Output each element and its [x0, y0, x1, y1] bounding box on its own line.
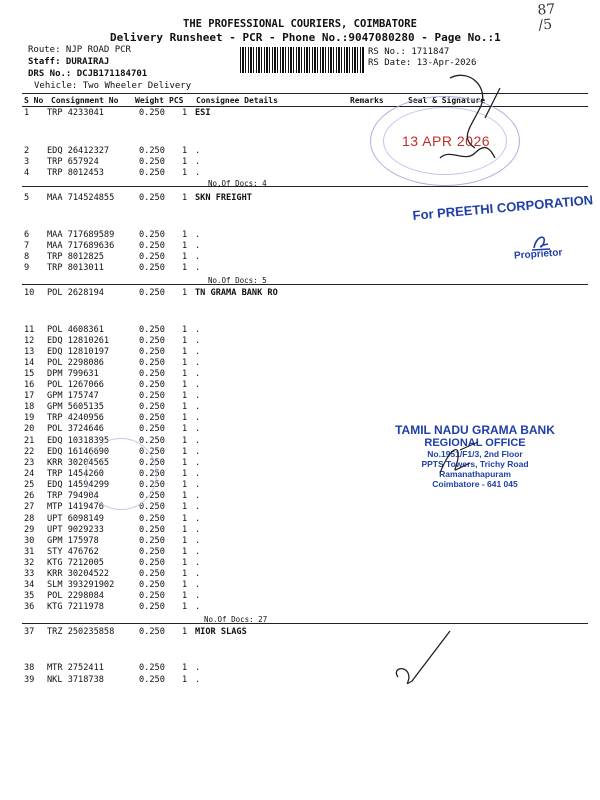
table-row: [0, 288, 600, 299]
group-rule: [22, 623, 588, 624]
row-sno: 9: [24, 263, 30, 273]
col-remarks: Remarks: [350, 96, 384, 105]
row-pcs: 1: [182, 288, 188, 298]
table-row: [0, 347, 600, 358]
row-sno: 38: [24, 663, 35, 673]
row-consignment: GPM 5605135: [47, 402, 104, 412]
bottom-signature: [390, 625, 460, 695]
row-sno: 8: [24, 252, 30, 262]
row-weight: 0.250: [139, 336, 165, 346]
row-sno: 28: [24, 514, 35, 524]
row-details: .: [195, 663, 201, 673]
row-consignment: KTG 7211978: [47, 602, 104, 612]
row-sno: 18: [24, 402, 35, 412]
row-weight: 0.250: [139, 391, 165, 401]
round-seal-stamp: [85, 438, 157, 510]
row-details: .: [195, 502, 201, 512]
row-sno: 15: [24, 369, 35, 379]
row-consignment: POL 1267066: [47, 380, 104, 390]
row-consignment: STY 476762: [47, 547, 99, 557]
row-consignment: KRR 30204522: [47, 569, 110, 579]
table-row: [0, 325, 600, 336]
row-details: .: [195, 230, 201, 240]
row-weight: 0.250: [139, 168, 165, 178]
barcode-image: [240, 47, 364, 73]
row-weight: 0.250: [139, 230, 165, 240]
row-consignment: UPT 9029233: [47, 525, 104, 535]
table-row: [0, 241, 600, 252]
row-details: .: [195, 157, 201, 167]
row-details: .: [195, 252, 201, 262]
row-pcs: 1: [182, 157, 188, 167]
row-details: MIOR SLAGS: [195, 627, 247, 637]
row-details: .: [195, 325, 201, 335]
row-pcs: 1: [182, 627, 188, 637]
row-details: .: [195, 436, 201, 446]
row-pcs: 1: [182, 675, 188, 685]
table-row: [0, 627, 600, 638]
row-sno: 5: [24, 193, 30, 203]
row-weight: 0.250: [139, 569, 165, 579]
table-row: [0, 547, 600, 558]
row-details: .: [195, 358, 201, 368]
row-weight: 0.250: [139, 547, 165, 557]
row-weight: 0.250: [139, 108, 165, 118]
table-row: [0, 230, 600, 241]
row-details: .: [195, 580, 201, 590]
group-rule: [22, 186, 588, 187]
row-sno: 2: [24, 146, 30, 156]
row-pcs: 1: [182, 380, 188, 390]
row-sno: 36: [24, 602, 35, 612]
row-pcs: 1: [182, 458, 188, 468]
row-weight: 0.250: [139, 369, 165, 379]
row-details: TN GRAMA BANK RO: [195, 288, 278, 298]
row-consignment: MAA 717689589: [47, 230, 115, 240]
row-details: .: [195, 146, 201, 156]
row-details: .: [195, 241, 201, 251]
row-sno: 10: [24, 288, 35, 298]
row-sno: 17: [24, 391, 35, 401]
staff-label: Staff: DURAIRAJ: [28, 57, 110, 67]
row-consignment: KTG 7212005: [47, 558, 104, 568]
row-consignment: POL 2628194: [47, 288, 104, 298]
row-sno: 27: [24, 502, 35, 512]
row-weight: 0.250: [139, 413, 165, 423]
row-consignment: POL 2298084: [47, 591, 104, 601]
row-details: .: [195, 591, 201, 601]
table-row: [0, 502, 600, 513]
signature-scribble: [430, 48, 510, 178]
row-sno: 39: [24, 675, 35, 685]
row-weight: 0.250: [139, 358, 165, 368]
row-pcs: 1: [182, 230, 188, 240]
row-details: .: [195, 480, 201, 490]
row-details: ESI: [195, 108, 211, 118]
col-weight: Weight: [135, 96, 164, 105]
table-row: [0, 591, 600, 602]
row-consignment: UPT 6098149: [47, 514, 104, 524]
row-pcs: 1: [182, 602, 188, 612]
drs-number: DRS No.: DCJB171184701: [28, 69, 148, 79]
row-pcs: 1: [182, 391, 188, 401]
row-pcs: 1: [182, 502, 188, 512]
row-weight: 0.250: [139, 263, 165, 273]
row-details: .: [195, 347, 201, 357]
row-weight: 0.250: [139, 502, 165, 512]
row-pcs: 1: [182, 480, 188, 490]
table-row: [0, 336, 600, 347]
row-pcs: 1: [182, 447, 188, 457]
row-pcs: 1: [182, 358, 188, 368]
row-pcs: 1: [182, 146, 188, 156]
group-doc-count: No.Of Docs: 4: [208, 179, 267, 188]
row-pcs: 1: [182, 569, 188, 579]
corner-note: 87 /5: [536, 1, 556, 34]
row-consignment: TRP 8012453: [47, 168, 104, 178]
row-weight: 0.250: [139, 558, 165, 568]
row-consignment: TRP 4240956: [47, 413, 104, 423]
row-pcs: 1: [182, 325, 188, 335]
row-pcs: 1: [182, 558, 188, 568]
row-sno: 14: [24, 358, 35, 368]
group-rule: [22, 284, 588, 285]
row-consignment: POL 2298086: [47, 358, 104, 368]
table-row: [0, 580, 600, 591]
row-sno: 13: [24, 347, 35, 357]
row-pcs: 1: [182, 252, 188, 262]
row-pcs: 1: [182, 469, 188, 479]
table-row: [0, 391, 600, 402]
row-weight: 0.250: [139, 325, 165, 335]
row-pcs: 1: [182, 525, 188, 535]
row-sno: 35: [24, 591, 35, 601]
row-details: .: [195, 402, 201, 412]
row-pcs: 1: [182, 108, 188, 118]
table-row: [0, 358, 600, 369]
row-weight: 0.250: [139, 525, 165, 535]
row-sno: 33: [24, 569, 35, 579]
row-weight: 0.250: [139, 491, 165, 501]
row-consignment: POL 4608361: [47, 325, 104, 335]
corp-stamp: For PREETHI CORPORATION: [412, 192, 594, 223]
row-weight: 0.250: [139, 380, 165, 390]
row-details: .: [195, 514, 201, 524]
row-details: SKN FREIGHT: [195, 193, 252, 203]
table-row: [0, 252, 600, 263]
table-row: [0, 663, 600, 674]
row-details: .: [195, 525, 201, 535]
row-consignment: DPM 799631: [47, 369, 99, 379]
row-consignment: TRP 1454260: [47, 469, 104, 479]
row-weight: 0.250: [139, 469, 165, 479]
col-seal: Seal & Signature: [408, 96, 486, 105]
row-consignment: TRP 794904: [47, 491, 99, 501]
col-sno: S No: [24, 96, 44, 105]
row-sno: 31: [24, 547, 35, 557]
row-details: .: [195, 413, 201, 423]
row-consignment: TRP 4233041: [47, 108, 104, 118]
row-consignment: TRZ 250235858: [47, 627, 115, 637]
row-weight: 0.250: [139, 663, 165, 673]
row-consignment: MTR 2752411: [47, 663, 104, 673]
bank-addr3: Ramanathapuram: [439, 469, 511, 479]
rs-date: RS Date: 13-Apr-2026: [368, 58, 477, 68]
row-weight: 0.250: [139, 288, 165, 298]
route-label: Route: NJP ROAD PCR: [28, 45, 131, 55]
row-pcs: 1: [182, 436, 188, 446]
row-consignment: EDQ 16146690: [47, 447, 110, 457]
group-doc-count: No.Of Docs: 5: [208, 276, 267, 285]
row-sno: 19: [24, 413, 35, 423]
row-pcs: 1: [182, 402, 188, 412]
row-details: .: [195, 469, 201, 479]
row-weight: 0.250: [139, 627, 165, 637]
bank-office: REGIONAL OFFICE: [424, 437, 526, 449]
row-consignment: NKL 3718738: [47, 675, 104, 685]
row-consignment: EDQ 12810261: [47, 336, 110, 346]
col-pcs: PCS: [169, 96, 184, 105]
row-details: .: [195, 168, 201, 178]
row-details: .: [195, 369, 201, 379]
row-pcs: 1: [182, 591, 188, 601]
row-details: .: [195, 391, 201, 401]
row-consignment: GPM 175978: [47, 536, 99, 546]
row-consignment: GPM 175747: [47, 391, 99, 401]
row-sno: 1: [24, 108, 30, 118]
row-weight: 0.250: [139, 424, 165, 434]
row-sno: 32: [24, 558, 35, 568]
row-details: .: [195, 536, 201, 546]
row-pcs: 1: [182, 536, 188, 546]
group-doc-count: No.Of Docs: 27: [204, 615, 268, 624]
row-details: .: [195, 380, 201, 390]
row-sno: 26: [24, 491, 35, 501]
row-consignment: EDQ 14594299: [47, 480, 110, 490]
row-weight: 0.250: [139, 536, 165, 546]
row-pcs: 1: [182, 514, 188, 524]
table-row: [0, 536, 600, 547]
row-sno: 30: [24, 536, 35, 546]
table-row: [0, 514, 600, 525]
row-weight: 0.250: [139, 514, 165, 524]
bank-addr1: No.1951/F1/3, 2nd Floor: [427, 449, 523, 459]
col-details: Consignee Details: [196, 96, 278, 105]
table-row: [0, 369, 600, 380]
row-consignment: TRP 657924: [47, 157, 99, 167]
row-weight: 0.250: [139, 347, 165, 357]
table-row: [0, 525, 600, 536]
row-weight: 0.250: [139, 157, 165, 167]
row-consignment: POL 3724646: [47, 424, 104, 434]
row-sno: 20: [24, 424, 35, 434]
table-row: [0, 380, 600, 391]
row-sno: 12: [24, 336, 35, 346]
row-consignment: TRP 8012825: [47, 252, 104, 262]
row-pcs: 1: [182, 491, 188, 501]
vehicle-label: Vehicle: Two Wheeler Delivery: [34, 81, 192, 91]
row-weight: 0.250: [139, 458, 165, 468]
row-details: .: [195, 263, 201, 273]
row-weight: 0.250: [139, 602, 165, 612]
row-sno: 21: [24, 436, 35, 446]
row-sno: 34: [24, 580, 35, 590]
row-pcs: 1: [182, 663, 188, 673]
row-weight: 0.250: [139, 193, 165, 203]
row-details: .: [195, 424, 201, 434]
proprietor-label: Proprietor: [513, 247, 563, 262]
row-details: .: [195, 558, 201, 568]
row-pcs: 1: [182, 413, 188, 423]
row-sno: 37: [24, 627, 35, 637]
row-details: .: [195, 569, 201, 579]
row-sno: 24: [24, 469, 35, 479]
row-consignment: EDQ 10318395: [47, 436, 110, 446]
bank-name: TAMIL NADU GRAMA BANK: [395, 423, 555, 437]
bank-addr4: Coimbatore - 641 045: [432, 479, 518, 489]
row-sno: 25: [24, 480, 35, 490]
row-pcs: 1: [182, 580, 188, 590]
row-weight: 0.250: [139, 480, 165, 490]
row-details: .: [195, 491, 201, 501]
row-weight: 0.250: [139, 402, 165, 412]
row-consignment: EDQ 12810197: [47, 347, 110, 357]
row-pcs: 1: [182, 263, 188, 273]
row-details: .: [195, 447, 201, 457]
row-consignment: KRR 30204565: [47, 458, 110, 468]
row-sno: 7: [24, 241, 30, 251]
row-consignment: MAA 717689636: [47, 241, 115, 251]
row-consignment: SLM 393291902: [47, 580, 115, 590]
table-row: [0, 675, 600, 686]
document-title: THE PROFESSIONAL COURIERS, COIMBATORE: [183, 18, 417, 30]
table-row: [0, 263, 600, 274]
table-row: [0, 402, 600, 413]
row-weight: 0.250: [139, 146, 165, 156]
row-details: .: [195, 458, 201, 468]
row-pcs: 1: [182, 168, 188, 178]
row-sno: 6: [24, 230, 30, 240]
table-row: [0, 168, 600, 179]
rs-number: RS No.: 1711847: [368, 47, 450, 57]
row-details: .: [195, 547, 201, 557]
row-consignment: MAA 714524855: [47, 193, 115, 203]
table-row: [0, 558, 600, 569]
row-sno: 4: [24, 168, 30, 178]
row-consignment: TRP 8013011: [47, 263, 104, 273]
row-pcs: 1: [182, 241, 188, 251]
row-consignment: MTP 1419476: [47, 502, 104, 512]
row-details: .: [195, 602, 201, 612]
row-details: .: [195, 675, 201, 685]
date-seal-text: 13 APR 2026: [402, 133, 491, 149]
row-weight: 0.250: [139, 447, 165, 457]
col-consignment: Consignment No: [51, 96, 119, 105]
row-pcs: 1: [182, 369, 188, 379]
row-pcs: 1: [182, 547, 188, 557]
table-row: [0, 569, 600, 580]
row-weight: 0.250: [139, 436, 165, 446]
table-row: [0, 602, 600, 613]
document-subtitle: Delivery Runsheet - PCR - Phone No.:9047080280 - Page No.:1: [110, 31, 501, 44]
row-weight: 0.250: [139, 675, 165, 685]
row-sno: 23: [24, 458, 35, 468]
row-consignment: EDQ 26412327: [47, 146, 110, 156]
row-sno: 16: [24, 380, 35, 390]
row-pcs: 1: [182, 336, 188, 346]
row-weight: 0.250: [139, 580, 165, 590]
row-sno: 3: [24, 157, 30, 167]
bank-signature: [430, 438, 490, 478]
row-weight: 0.250: [139, 241, 165, 251]
row-sno: 11: [24, 325, 35, 335]
row-sno: 29: [24, 525, 35, 535]
row-weight: 0.250: [139, 252, 165, 262]
row-pcs: 1: [182, 424, 188, 434]
bank-addr2: PPTS Towers, Trichy Road: [421, 459, 529, 469]
row-pcs: 1: [182, 193, 188, 203]
table-row: [0, 108, 600, 119]
row-details: .: [195, 336, 201, 346]
row-sno: 22: [24, 447, 35, 457]
row-weight: 0.250: [139, 591, 165, 601]
row-pcs: 1: [182, 347, 188, 357]
